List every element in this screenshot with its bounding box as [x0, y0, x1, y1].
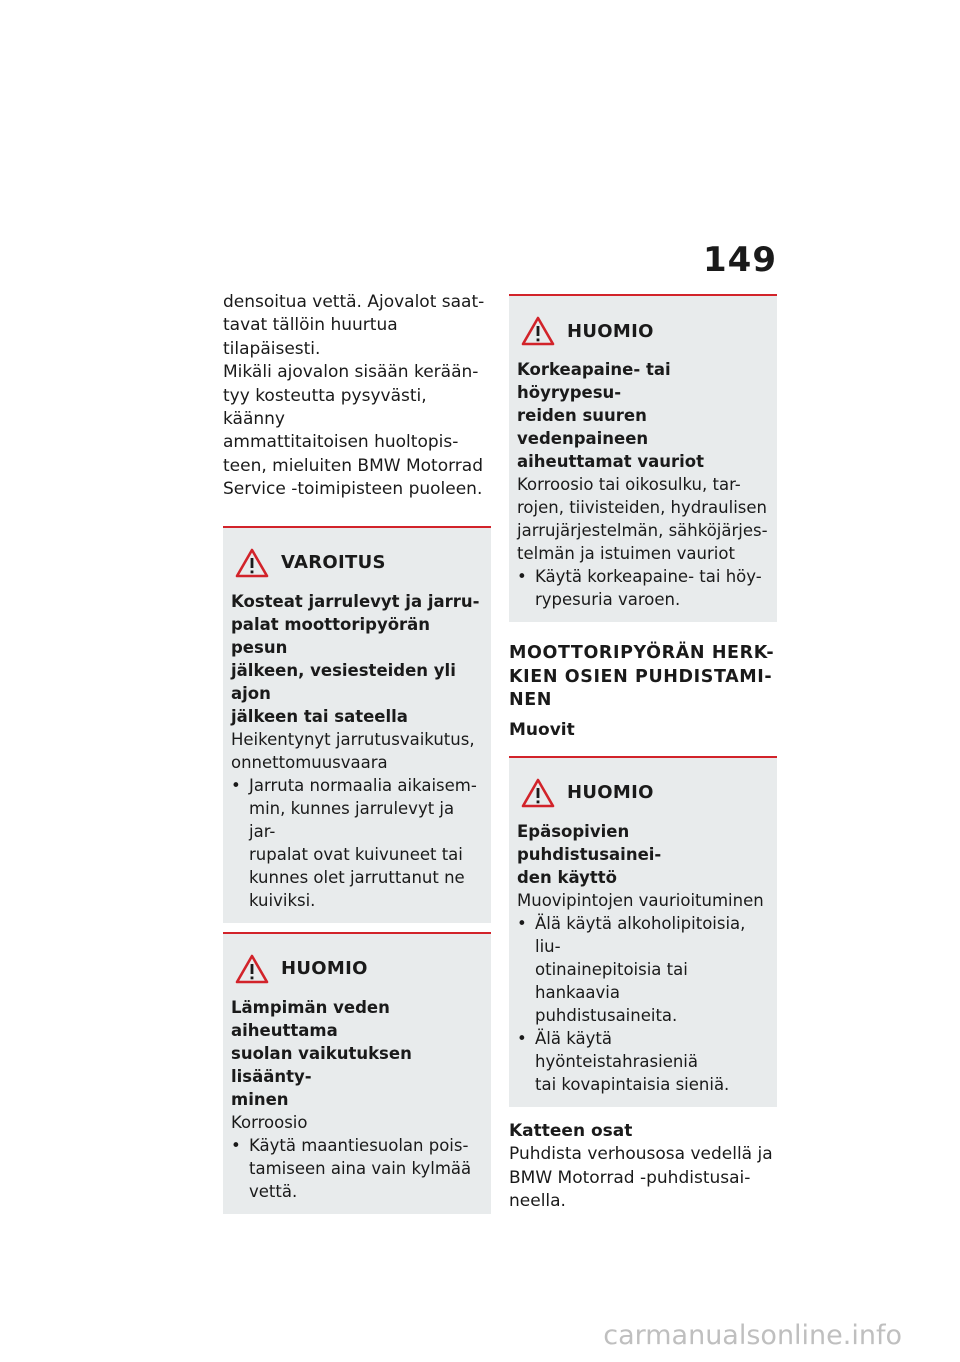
subsection-title: Katteen osat	[509, 1120, 633, 1141]
notice-body: Muovipintojen vaurioituminen	[517, 890, 764, 910]
intro-paragraph: densoitua vettä. Ajovalot saat- tavat tällöin huurtua tilapäisesti. Mikäli ajovalon sisään kerään- tyy kosteutta pysyvästi, käänny ammattitaitoisen huoltopis- teen, mieluiten BMW Motorrad Service -toimipisteen puoleen.	[223, 292, 485, 500]
left-column	[223, 291, 491, 1214]
list-item: • Älä käytä hyönteistahrasieniä tai kovapintaisia sieniä.	[517, 1028, 730, 1094]
caution-notice	[509, 294, 777, 622]
notice-body: Heikentynyt jarrutusvaikutus, onnettomuusvaara	[231, 729, 475, 772]
notice-heading: Korkeapaine- tai höyrypesu- reiden suuren vedenpaineen aiheuttamat vauriot	[517, 360, 704, 471]
notice-bullets	[231, 774, 483, 912]
warning-triangle-icon	[235, 548, 269, 578]
list-item: • Jarruta normaalia aikaisem- min, kunnes jarrulevyt ja jar- rupalat ovat kuivuneet tai kunnes olet jarruttanut ne kuiviksi.	[231, 775, 477, 910]
notice-bullets	[231, 1134, 483, 1203]
notice-title: VAROITUS	[281, 552, 386, 574]
warning-notice	[223, 526, 491, 923]
section-title: MOOTTORIPYÖRÄN HERK- KIEN OSIEN PUHDISTAMI- NEN	[509, 643, 775, 710]
list-item: • Käytä korkeapaine- tai höy- rypesuria varoen.	[517, 567, 762, 609]
watermark: carmanualsonline.info	[603, 1320, 902, 1351]
caution-notice	[223, 932, 491, 1214]
notice-heading: Epäsopivien puhdistusainei- den käyttö	[517, 821, 662, 887]
notice-heading: Lämpimän veden aiheuttama suolan vaikutuksen lisäänty- minen	[231, 997, 412, 1109]
notice-title: HUOMIO	[567, 320, 654, 342]
page-number: 149	[703, 240, 777, 280]
notice-bullets	[517, 912, 769, 1096]
notice-bullets	[517, 565, 769, 611]
warning-triangle-icon	[235, 954, 269, 984]
list-item: • Käytä maantiesuolan pois- tamiseen aina vain kylmää vettä.	[231, 1135, 472, 1201]
subsection-title: Muovit	[509, 719, 575, 740]
notice-body: Korroosio	[231, 1112, 308, 1132]
notice-title: HUOMIO	[567, 782, 654, 804]
warning-triangle-icon	[521, 778, 555, 808]
outro-paragraph: Puhdista verhousosa vedellä ja BMW Motorrad -puhdistusai- neella.	[509, 1144, 773, 1212]
notice-heading: Kosteat jarrulevyt ja jarru- palat moottoripyörän pesun jälkeen, vesiesteiden yli ajon jälkeen tai sateella	[231, 591, 480, 726]
warning-triangle-icon	[521, 316, 555, 346]
right-column	[509, 294, 777, 1214]
notice-title: HUOMIO	[281, 958, 368, 980]
caution-notice	[509, 756, 777, 1107]
notice-body: Korroosio tai oikosulku, tar- rojen, tiivisteiden, hydraulisen jarrujärjestelmän, sähköjärjes- telmän ja istuimen vauriot	[517, 475, 768, 563]
list-item: • Älä käytä alkoholipitoisia, liu- otinainepitoisia tai hankaavia puhdistusaineita.	[517, 913, 746, 1025]
